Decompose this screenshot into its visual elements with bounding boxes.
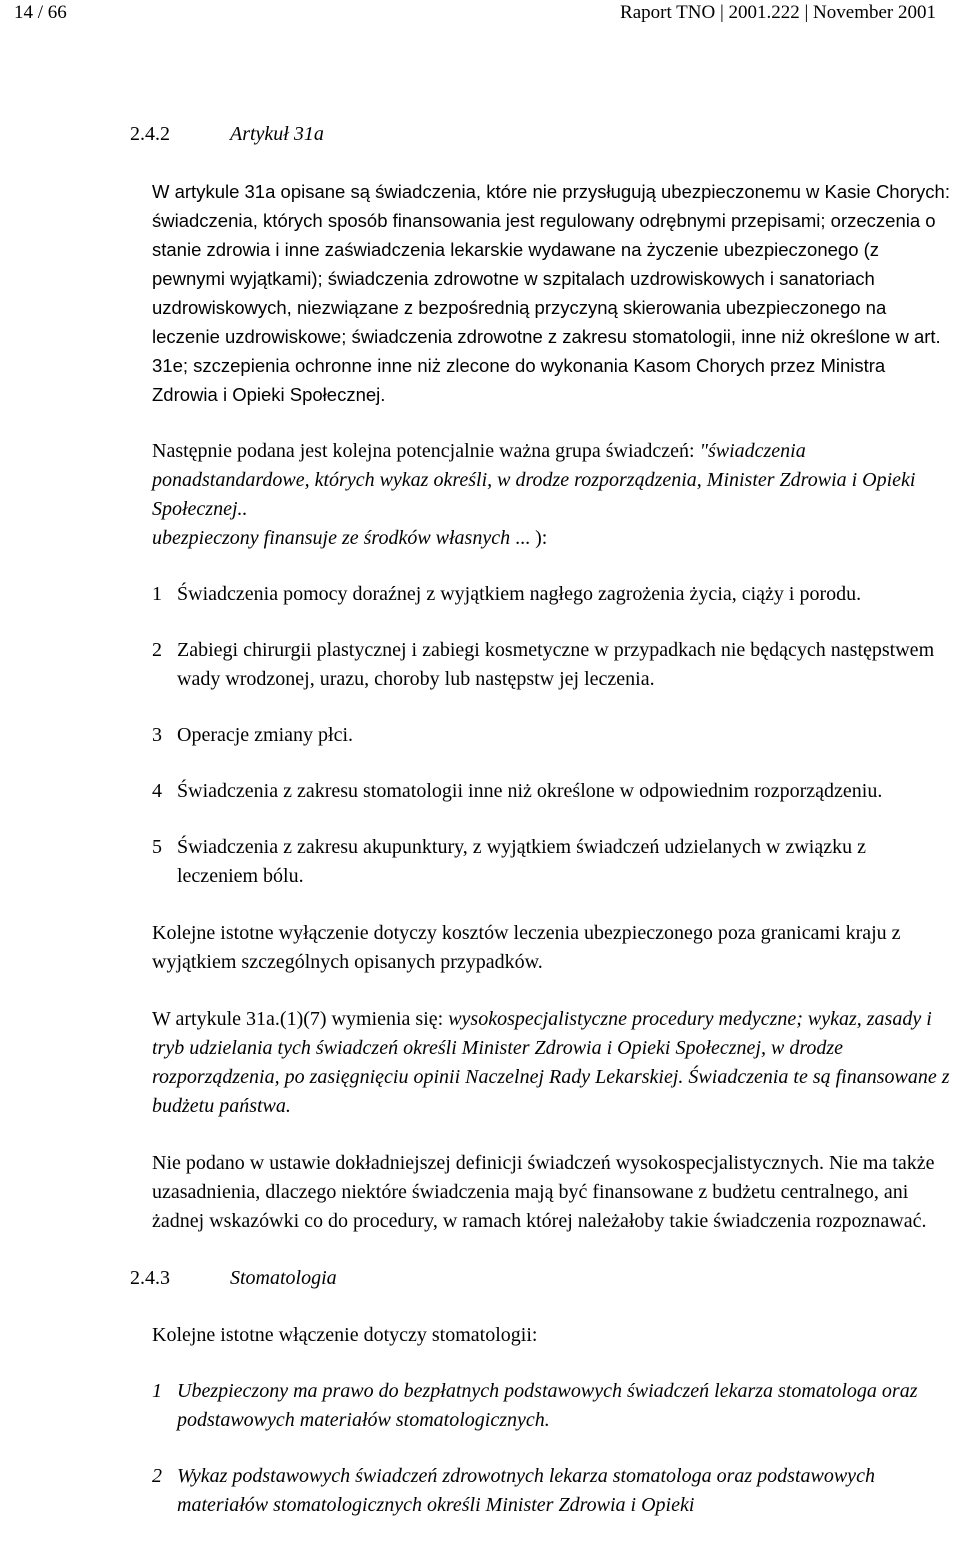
section-title: Stomatologia <box>230 1267 337 1289</box>
quoted-text: wysokospecjalistyczne procedury medyczne; wykaz, zasady i tryb udzielania tych świadczeń określi Minister Zdrowia i Opieki Społecznej, w drodze rozporządzenia, po zasięgnięciu opinii Naczelnej Rady Lekarskiej. Świadczenia te są finansowane z budżetu państwa. <box>152 1008 950 1117</box>
paragraph-stomatology-intro: Kolejne istotne włączenie dotyczy stomatologii: <box>152 1324 538 1346</box>
report-reference: Raport TNO | 2001.222 | November 2001 <box>620 2 936 23</box>
paragraph-definition-note: Nie podano w ustawie dokładniejszej definicji świadczeń wysokospecjalistycznych. Nie ma także uzasadnienia, dlaczego niektóre świadczenia mają być finansowane z budżetu centralnego, ani żadnej wskazówki co do procedury, w ramach której należałoby takie świadczenia rozpoznawać. <box>152 1152 935 1232</box>
paragraph-text: W artykule 31a.(1)(7) wymienia się: <box>152 1008 449 1030</box>
paragraph-text: Następnie podana jest kolejna potencjalnie ważna grupa świadczeń: <box>152 440 700 462</box>
list-item-number: 3 <box>152 724 162 746</box>
list-item <box>152 777 952 806</box>
paragraph-ponadstandardowe <box>152 437 952 553</box>
list-item <box>152 636 952 694</box>
document-body <box>130 120 952 1520</box>
paragraph-intro-31a: W artykule 31a opisane są świadczenia, które nie przysługują ubezpieczonemu w Kasie Chorych: świadczenia, których sposób finansowania jest regulowany odrębnymi przepisami; orzeczenia o stanie zdrowia i inne zaświadczenia lekarskie wydawane na życzenie ubezpieczonego (z pewnymi wyjątkami); świadczenia zdrowotne w szpitalach uzdrowiskowych i sanatoriach uzdrowiskowych, niezwiązane z bezpośrednią przyczyną skierowania ubezpieczonego na leczenie uzdrowiskowe; świadczenia zdrowotne z zakresu stomatologii, inne niż określone w art. 31e; szczepienia ochronne inne niż zlecone do wykonania Kasom Chorych przez Ministra Zdrowia i Opieki Społecznej. <box>152 181 950 405</box>
list-item-text: Zabiegi chirurgii plastycznej i zabiegi kosmetyczne w przypadkach nie będących następstwem wady wrodzonej, urazu, choroby lub następstw jej leczenia. <box>177 639 935 690</box>
list-item-number: 2 <box>152 1465 162 1487</box>
list-item-text: Świadczenia pomocy doraźnej z wyjątkiem nagłego zagrożenia życia, ciąży i porodu. <box>177 583 862 605</box>
list-item-number: 1 <box>152 583 162 605</box>
paragraph-text-end: ... ): <box>510 527 548 549</box>
page-header <box>0 0 960 30</box>
page-number: 14 / 66 <box>14 2 67 23</box>
quoted-text-continued: ubezpieczony finansuje ze środków własnych <box>152 527 511 549</box>
list-item <box>152 833 952 891</box>
paragraph-abroad-exclusion: Kolejne istotne wyłączenie dotyczy kosztów leczenia ubezpieczonego poza granicami kraju z wyjątkiem szczególnych opisanych przypadków. <box>152 922 901 973</box>
list-item-text: Wykaz podstawowych świadczeń zdrowotnych lekarza stomatologa oraz podstawowych materiałów stomatologicznych określi Minister Zdrowia i Opieki <box>177 1465 875 1516</box>
list-item-number: 1 <box>152 1380 162 1402</box>
section-title: Artykuł 31a <box>230 123 324 145</box>
list-item-number: 5 <box>152 836 162 858</box>
quoted-text: "świadczenia ponadstandardowe, których wykaz określi, w drodze rozporządzenia, Minister Zdrowia i Opieki Społecznej.. <box>152 440 916 520</box>
list-item-number: 4 <box>152 780 162 802</box>
list-item <box>152 1377 952 1435</box>
list-item-text: Operacje zmiany płci. <box>177 724 354 746</box>
list-item-number: 2 <box>152 639 162 661</box>
section-heading-2-4-2 <box>130 120 952 149</box>
section-number: 2.4.3 <box>130 1267 170 1289</box>
paragraph-art-31a-1-7 <box>152 1005 952 1121</box>
section-heading-2-4-3 <box>130 1264 952 1293</box>
list-item <box>152 1462 952 1520</box>
list-item <box>152 721 952 750</box>
list-item-text: Świadczenia z zakresu stomatologii inne niż określone w odpowiednim rozporządzeniu. <box>177 780 883 802</box>
list-item-text: Ubezpieczony ma prawo do bezpłatnych podstawowych świadczeń lekarza stomatologa oraz podstawowych materiałów stomatologicznych. <box>177 1380 918 1431</box>
list-item-text: Świadczenia z zakresu akupunktury, z wyjątkiem świadczeń udzielanych w związku z leczeniem bólu. <box>177 836 866 887</box>
section-number: 2.4.2 <box>130 123 170 145</box>
list-item <box>152 580 952 609</box>
